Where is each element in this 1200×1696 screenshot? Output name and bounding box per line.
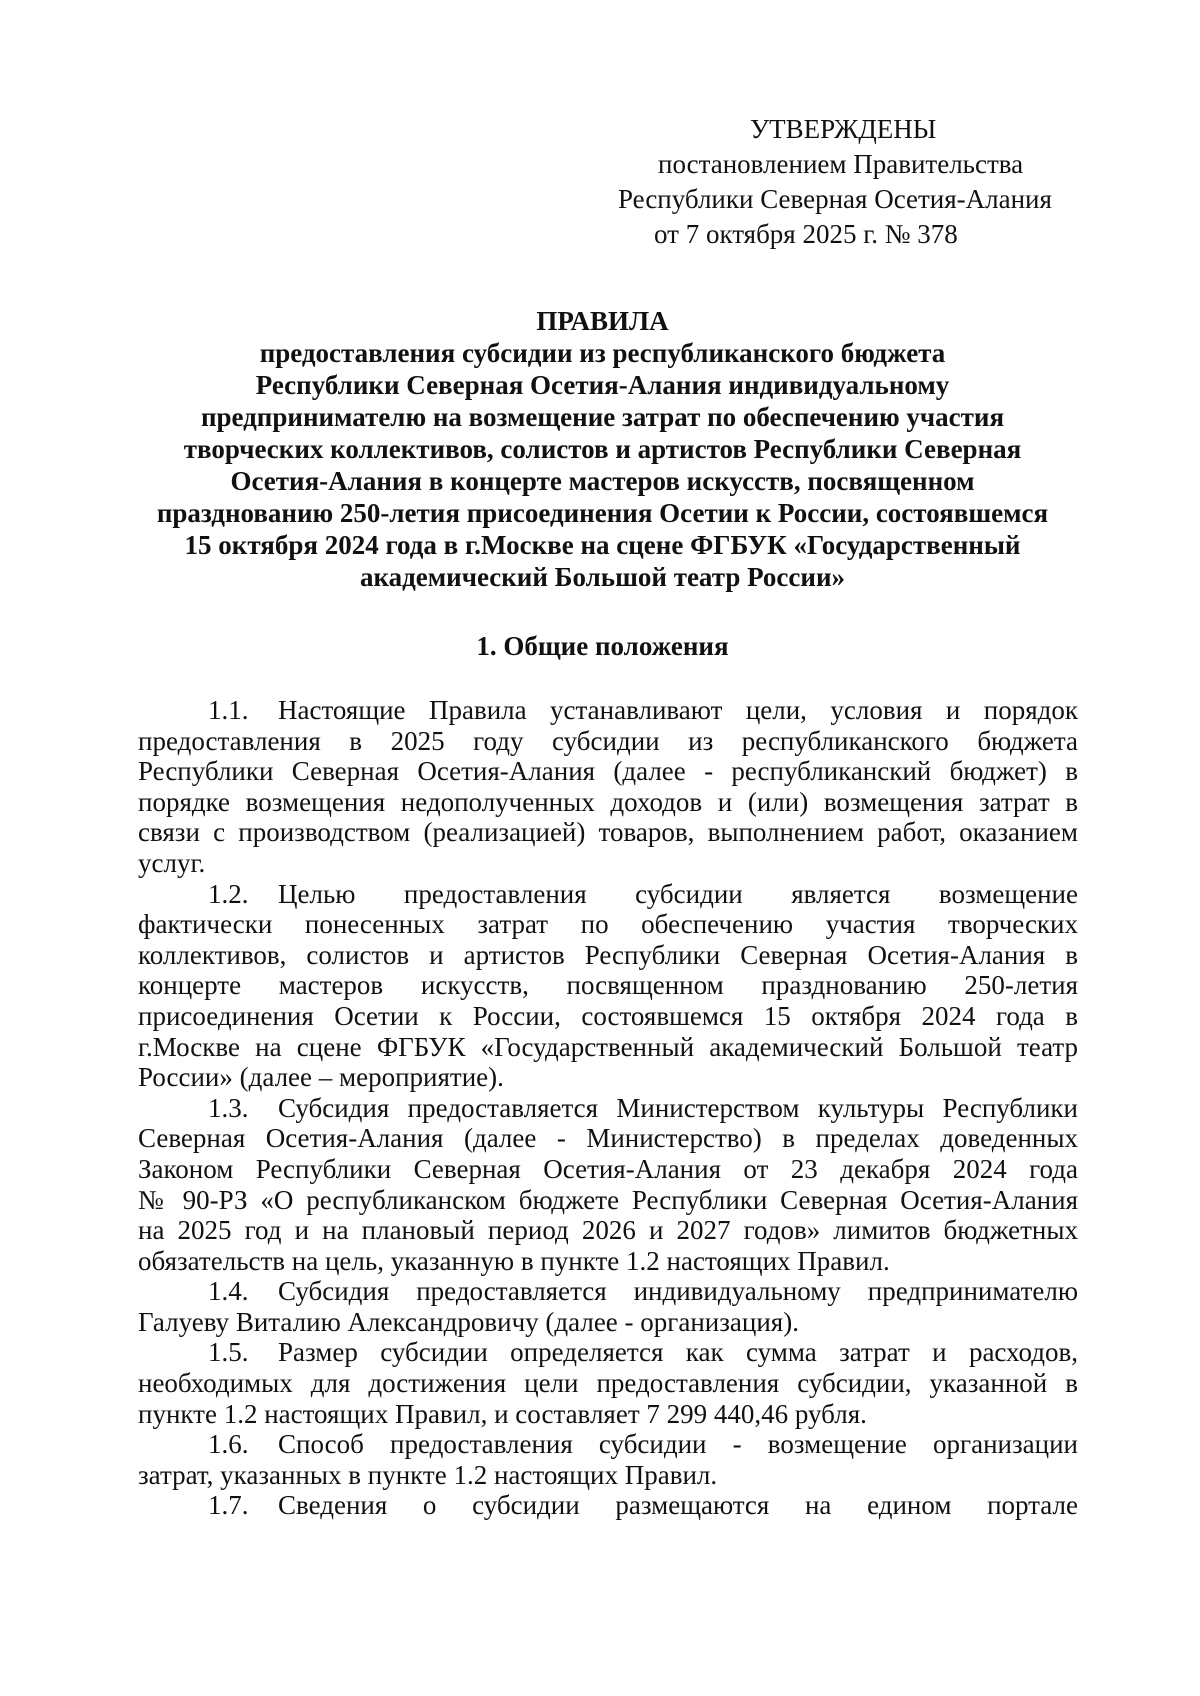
paragraph-line [138, 695, 1078, 726]
paragraph-line [138, 879, 1078, 910]
paragraph-line: пункте 1.2 настоящих Правил, и составляет 7 299 440,46 рубля. [138, 1398, 867, 1429]
paragraph-line: г.Москве на сцене ФГБУК «Государственный академический Большой театр [138, 1031, 1078, 1062]
paragraph-line [138, 1429, 1078, 1460]
document-subtitle-line: Республики Северная Осетия-Алания индивидуальному [255, 370, 950, 400]
paragraph-number: 1.1. [208, 695, 249, 725]
document-subtitle-line: 15 октября 2024 года в г.Москве на сцене ФГБУК «Государственный [184, 530, 1021, 560]
paragraph-text: Субсидия предоставляется Министерством культуры Республики [278, 1092, 1078, 1123]
approval-line: Республики Северная Осетия-Алания [618, 184, 1052, 214]
paragraph-1-3 [138, 1093, 1078, 1277]
document-subtitle-line: Осетия-Алания в концерте мастеров искусств, посвященном [230, 466, 975, 496]
section-body [138, 695, 1078, 1521]
paragraph-1-5 [138, 1337, 1078, 1429]
document-subtitle-line: предоставления субсидии из республиканского бюджета [259, 338, 946, 368]
paragraph-1-4 [138, 1276, 1078, 1337]
paragraph-line [138, 1093, 1078, 1124]
paragraph-1-1 [138, 695, 1078, 879]
paragraph-line: коллективов, солистов и артистов Республики Северная Осетия-Алания в [138, 939, 1078, 970]
paragraph-number: 1.6. [208, 1429, 249, 1460]
section-heading: 1. Общие положения [476, 631, 729, 661]
paragraph-line: России» (далее – мероприятие). [138, 1062, 504, 1093]
paragraph-line: фактически понесенных затрат по обеспечению участия творческих [138, 909, 1078, 940]
paragraph-line: услуг. [138, 847, 206, 878]
paragraph-line: концерте мастеров искусств, посвященном празднованию 250-летия [138, 970, 1078, 1001]
paragraph-1-7 [138, 1490, 1078, 1521]
paragraph-text: Сведения о субсидии размещаются на едином портале [278, 1490, 1078, 1521]
paragraph-number: 1.2. [208, 878, 249, 909]
paragraph-line: затрат, указанных в пункте 1.2 настоящих Правил. [138, 1459, 718, 1490]
paragraph-line: Законом Республики Северная Осетия-Алания от 23 декабря 2024 года [138, 1153, 1078, 1184]
paragraph-line [138, 1276, 1078, 1307]
paragraph-line [138, 1490, 1078, 1521]
approval-date-line: от 7 октября 2025 г. № 378 [654, 219, 958, 249]
approval-stamp-block [618, 112, 1078, 252]
paragraph-1-6 [138, 1429, 1078, 1490]
paragraph-line: обязательств на цель, указанную в пункте 1.2 настоящих Правил. [138, 1245, 890, 1276]
paragraph-line: связи с производством (реализацией) товаров, выполнением работ, оказанием [138, 817, 1078, 848]
paragraph-text: Субсидия предоставляется индивидуальному предпринимателю [278, 1276, 1078, 1307]
document-title: ПРАВИЛА [536, 306, 669, 336]
paragraph-number: 1.4. [208, 1276, 249, 1307]
document-subtitle-line: творческих коллективов, солистов и артистов Республики Северная [183, 434, 1022, 464]
paragraph-1-2 [138, 879, 1078, 1093]
paragraph-line: необходимых для достижения цели предоставления субсидии, указанной в [138, 1368, 1078, 1399]
paragraph-number: 1.5. [208, 1337, 249, 1368]
approval-heading: УТВЕРЖДЕНЫ [750, 114, 937, 144]
paragraph-line: № 90-РЗ «О республиканском бюджете Республики Северная Осетия-Алания [138, 1184, 1078, 1215]
paragraph-line: Республики Северная Осетия-Алания (далее - республиканский бюджет) в [138, 756, 1078, 787]
paragraph-line: Северная Осетия-Алания (далее - Министерство) в пределах доведенных [138, 1123, 1078, 1154]
paragraph-text: Целью предоставления субсидии является возмещение [278, 878, 1078, 909]
document-subtitle-line: академический Большой театр России» [359, 562, 845, 592]
paragraph-line: Галуеву Виталию Александровичу (далее - организация). [138, 1306, 799, 1337]
paragraph-line: порядке возмещения недополученных доходов и (или) возмещения затрат в [138, 786, 1078, 817]
paragraph-line: на 2025 год и на плановый период 2026 и 2027 годов» лимитов бюджетных [138, 1215, 1078, 1246]
paragraph-line [138, 1337, 1078, 1368]
paragraph-text: Размер субсидии определяется как сумма затрат и расходов, [278, 1337, 1078, 1368]
paragraph-line: предоставления в 2025 году субсидии из республиканского бюджета [138, 725, 1078, 756]
paragraph-number: 1.7. [208, 1490, 249, 1521]
paragraph-text: Настоящие Правила устанавливают цели, условия и порядок [278, 695, 1078, 725]
document-subtitle-line: предпринимателю на возмещение затрат по обеспечению участия [200, 402, 1005, 432]
paragraph-number: 1.3. [208, 1092, 249, 1123]
document-title-block [130, 305, 1075, 593]
document-subtitle-line: празднованию 250-летия присоединения Осетии к России, состоявшемся [156, 498, 1049, 528]
approval-line: постановлением Правительства [658, 149, 1024, 179]
paragraph-text: Способ предоставления субсидии - возмещение организации [278, 1429, 1078, 1460]
paragraph-line: присоединения Осетии к России, состоявшемся 15 октября 2024 года в [138, 1000, 1078, 1031]
